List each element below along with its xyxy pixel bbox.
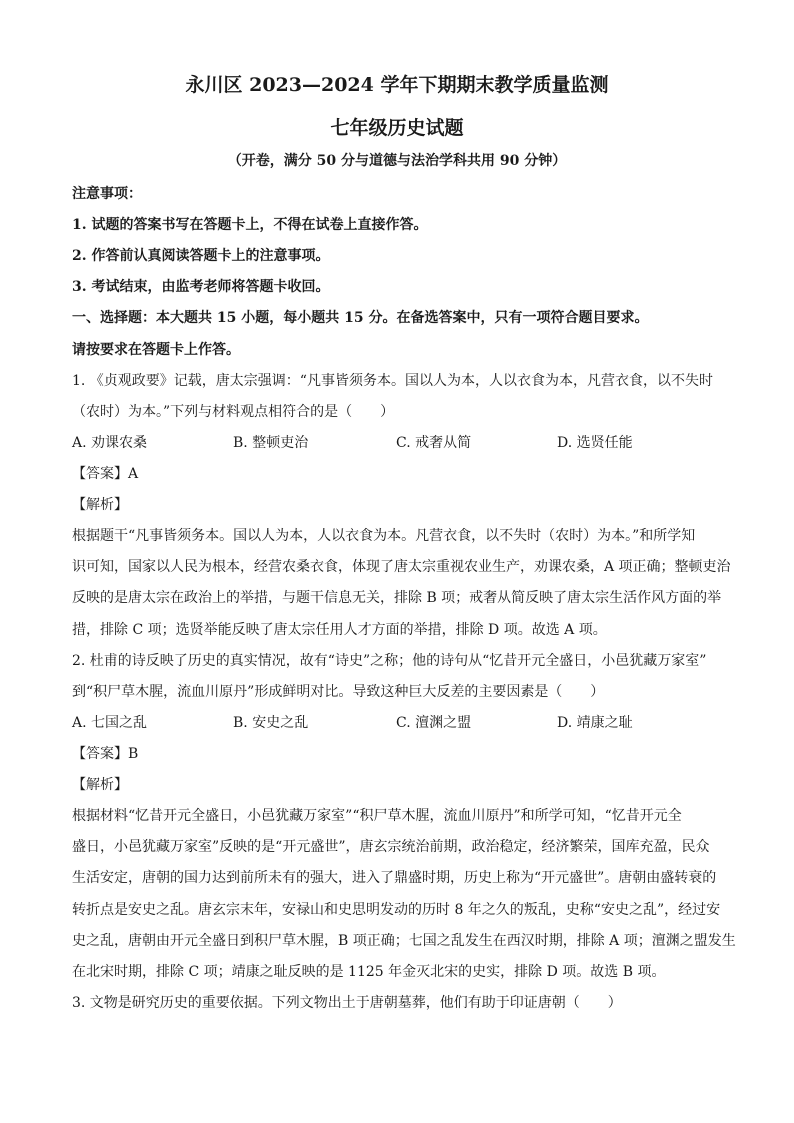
analysis-text: 生活安定，唐朝的国力达到前所未有的强大，进入了鼎盛时期，历史上称为“开元盛世”。唐朝由盛转衰的 <box>72 870 717 886</box>
notice-item: 2. 作答前认真阅读答题卡上的注意事项。 <box>72 248 330 264</box>
answer-label: 【答案】A <box>72 466 139 482</box>
option-a: A. 七国之乱 <box>72 715 148 731</box>
analysis-text: 在北宋时期，排除 C 项；靖康之耻反映的是 1125 年金灭北宋的史实，排除 D 项。故选 B 项。 <box>72 964 666 980</box>
option-d: D. 靖康之耻 <box>557 715 633 731</box>
question-stem: 到“积尸草木腥，流血川原丹”形成鲜明对比。导致这种巨大反差的主要因素是（ ） <box>72 684 605 700</box>
analysis-text: 史之乱，唐朝由开元全盛日到积尸草木腥，B 项正确；七国之乱发生在西汉时期，排除 A 项；澶渊之盟发生 <box>72 933 736 949</box>
analysis-text: 根据材料“忆昔开元全盛日，小邑犹藏万家室”“积尸草木腥，流血川原丹”和所学可知，“忆昔开元全 <box>72 808 682 824</box>
exam-title: 永川区 2023—2024 学年下期期末教学质量监测 <box>185 74 609 96</box>
notice-heading: 注意事项： <box>72 186 142 202</box>
analysis-text: 盛日，小邑犹藏万家室”反映的是“开元盛世”，唐玄宗统治前期，政治稳定，经济繁荣，国库充盈，民众 <box>72 839 710 855</box>
analysis-text: 识可知，国家以人民为根本，经营农桑衣食，体现了唐太宗重视农业生产，劝课农桑，A 项正确；整顿吏治 <box>72 559 731 575</box>
option-c: C. 澶渊之盟 <box>396 715 472 731</box>
analysis-text: 措，排除 C 项；选贤举能反映了唐太宗任用人才方面的举措，排除 D 项。故选 A 项。 <box>72 622 607 638</box>
analysis-text: 根据题干“凡事皆须务本。国以人为本，人以衣食为本。凡营衣食，以不失时（农时）为本。”和所学知 <box>72 528 696 544</box>
question-stem: 2. 杜甫的诗反映了历史的真实情况，故有“诗史”之称；他的诗句从“忆昔开元全盛日，小邑犹藏万家室” <box>72 653 707 669</box>
analysis-text: 转折点是安史之乱。唐玄宗末年，安禄山和史思明发动的历时 8 年之久的叛乱，史称“安史之乱”，经过安 <box>72 902 721 918</box>
answer-label: 【答案】B <box>72 746 139 762</box>
exam-note: （开卷，满分 50 分与道德与法治学科共用 90 分钟） <box>227 153 567 169</box>
notice-item: 1. 试题的答案书写在答题卡上，不得在试卷上直接作答。 <box>72 217 428 233</box>
analysis-text: 反映的是唐太宗在政治上的举措，与题干信息无关，排除 B 项；戒奢从简反映了唐太宗生活作风方面的举 <box>72 590 722 606</box>
question-stem: 3. 文物是研究历史的重要依据。下列文物出土于唐朝墓葬，他们有助于印证唐朝（ ） <box>72 995 622 1011</box>
option-c: C. 戒奢从简 <box>396 435 472 451</box>
question-stem: （农时）为本。”下列与材料观点相符合的是（ ） <box>72 404 395 420</box>
option-d: D. 选贤任能 <box>557 435 633 451</box>
option-a: A. 劝课农桑 <box>72 435 148 451</box>
analysis-label: 【解析】 <box>72 497 128 513</box>
exam-subtitle: 七年级历史试题 <box>330 117 464 139</box>
analysis-label: 【解析】 <box>72 777 128 793</box>
option-b: B. 整顿吏治 <box>233 435 309 451</box>
option-b: B. 安史之乱 <box>233 715 309 731</box>
section-instruction: 请按要求在答题卡上作答。 <box>72 342 240 358</box>
section-heading: 一、选择题：本大题共 15 小题，每小题共 15 分。在备选答案中，只有一项符合题目要求。 <box>72 310 649 326</box>
notice-item: 3. 考试结束，由监考老师将答题卡收回。 <box>72 279 330 295</box>
question-stem: 1. 《贞观政要》记载，唐太宗强调：“凡事皆须务本。国以人为本，人以衣食为本，凡营衣食，以不失时 <box>72 373 713 389</box>
